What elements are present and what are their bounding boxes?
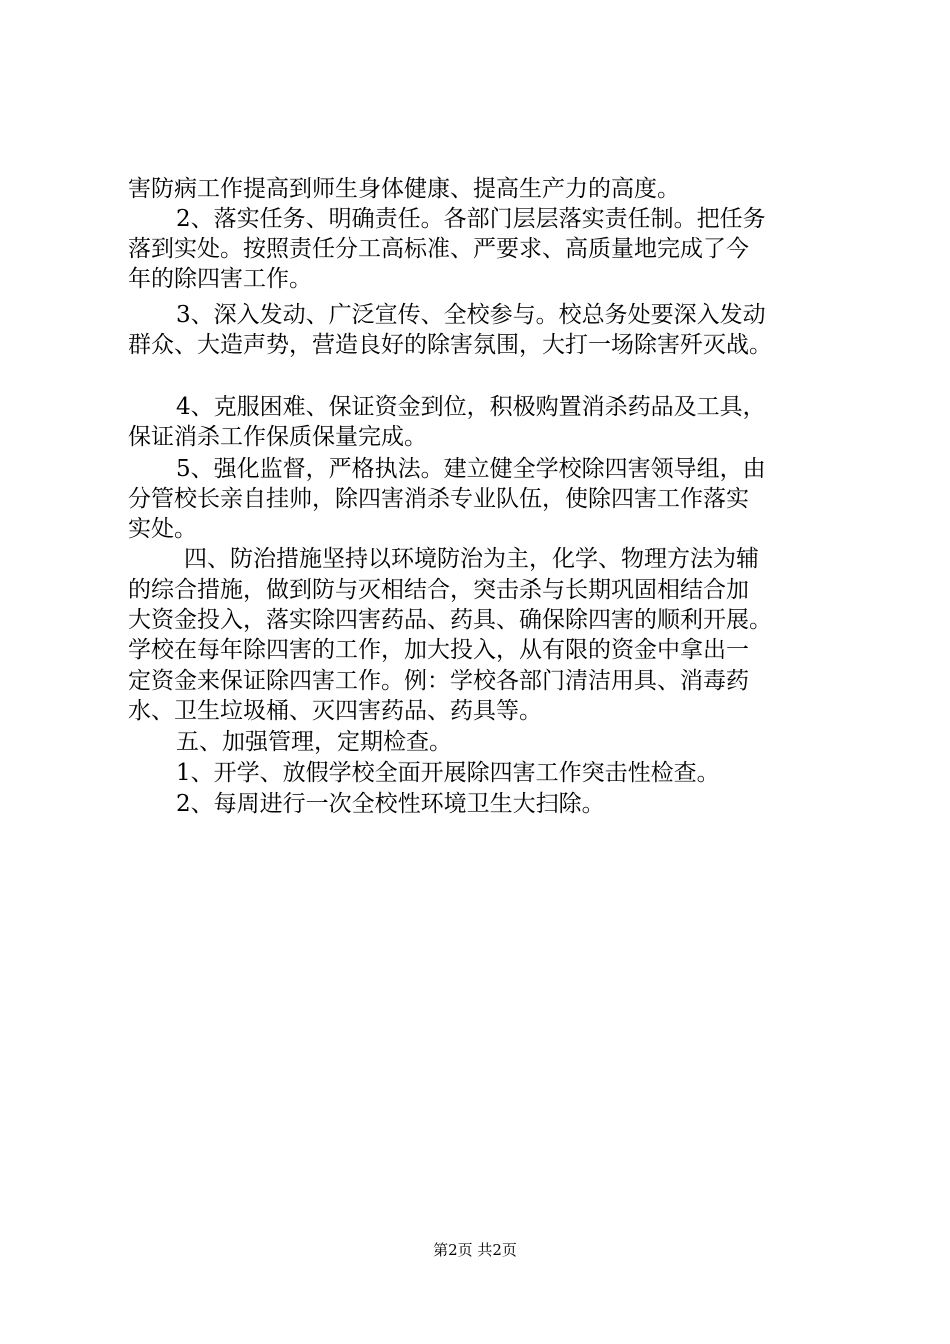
- text-line: 分管校长亲自挂帅，除四害消杀专业队伍，使除四害工作落实: [128, 486, 749, 512]
- text-line: 的综合措施，做到防与灭相结合，突击杀与长期巩固相结合加: [128, 577, 749, 603]
- page-number-footer: 第2页 共2页: [433, 1241, 517, 1259]
- text-line: 定资金来保证除四害工作。例：学校各部门清洁用具、消毒药: [128, 668, 749, 694]
- text-line: 实处。: [128, 516, 197, 542]
- text-line: 水、卫生垃圾桶、灭四害药品、药具等。: [128, 698, 542, 724]
- text-line: 2、每周进行一次全校性环境卫生大扫除。: [176, 791, 605, 817]
- text-line: 保证消杀工作保质保量完成。: [128, 424, 427, 450]
- text-line: 年的除四害工作。: [128, 266, 312, 292]
- text-line: 5、强化监督，严格执法。建立健全学校除四害领导组，由: [176, 456, 766, 482]
- text-line: 4、克服困难、保证资金到位，积极购置消杀药品及工具，: [176, 394, 766, 420]
- text-line: 1、开学、放假学校全面开展除四害工作突击性检查。: [176, 760, 720, 786]
- text-line: 2、落实任务、明确责任。各部门层层落实责任制。把任务: [176, 206, 766, 232]
- text-line: 害防病工作提高到师生身体健康、提高生产力的高度。: [128, 176, 680, 202]
- text-line: 群众、大造声势，营造良好的除害氛围，大打一场除害歼灭战。: [128, 332, 772, 358]
- text-line: 五、加强管理，定期检查。: [176, 729, 452, 755]
- text-line: 大资金投入，落实除四害药品、药具、确保除四害的顺利开展。: [128, 607, 772, 633]
- text-line: 学校在每年除四害的工作，加大投入，从有限的资金中拿出一: [128, 637, 749, 663]
- text-line: 四、防治措施坚持以环境防治为主，化学、物理方法为辅: [184, 546, 759, 572]
- text-line: 落到实处。按照责任分工高标准、严要求、高质量地完成了今: [128, 236, 749, 262]
- text-line: 3、深入发动、广泛宣传、全校参与。校总务处要深入发动: [176, 302, 766, 328]
